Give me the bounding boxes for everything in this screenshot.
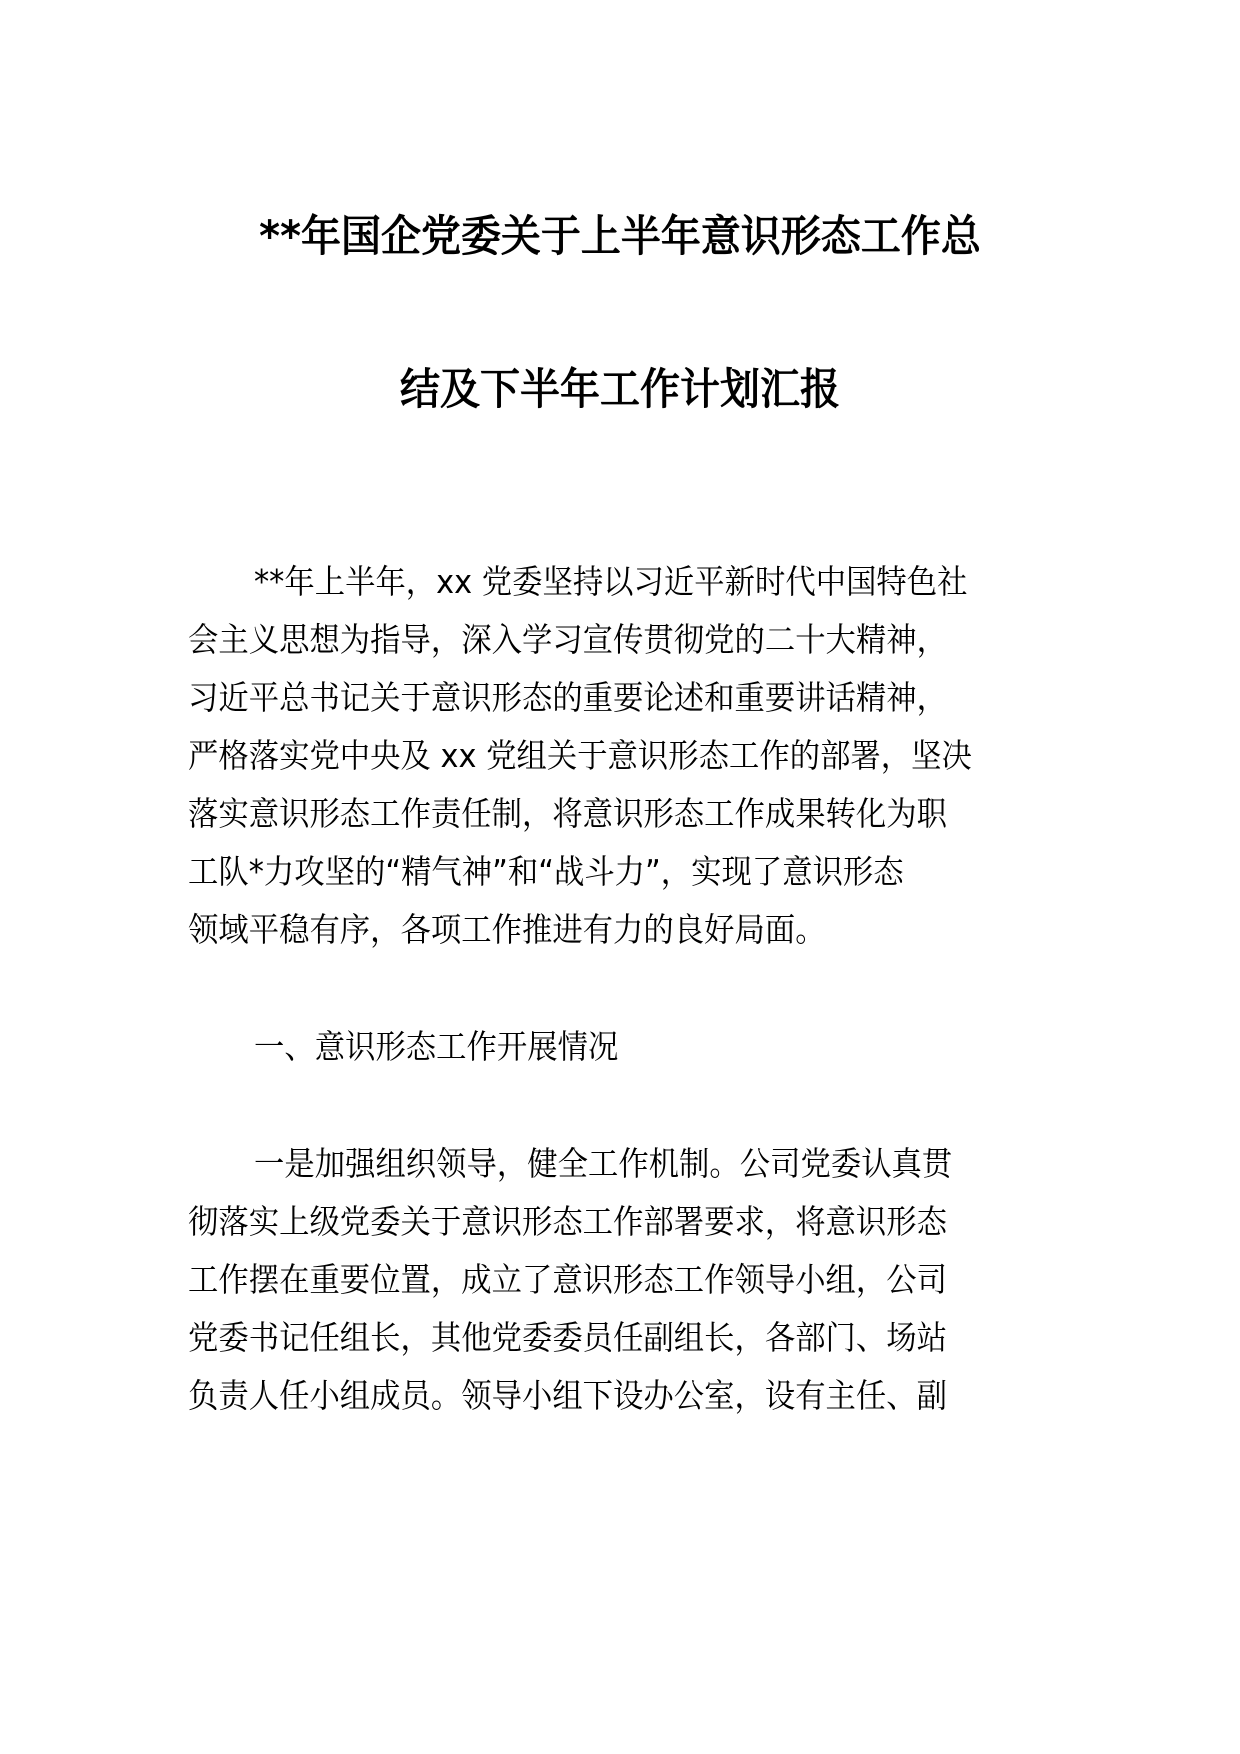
section-1-heading: 一、意识形态工作开展情况 (254, 1027, 619, 1066)
intro-line-4: 严格落实党中央及 xx 党组关于意识形态工作的部署，坚决 (188, 736, 972, 775)
intro-line-3: 习近平总书记关于意识形态的重要论述和重要讲话精神， (188, 678, 947, 717)
section-1-para-1-line-2: 彻落实上级党委关于意识形态工作部署要求，将意识形态 (188, 1202, 947, 1241)
section-1-para-1-line-3: 工作摆在重要位置，成立了意识形态工作领导小组，公司 (188, 1260, 947, 1299)
intro-line-1: **年上半年，xx 党委坚持以习近平新时代中国特色社 (254, 562, 968, 601)
intro-line-2: 会主义思想为指导，深入学习宣传贯彻党的二十大精神， (188, 620, 947, 659)
document-title-line-2: 结及下半年工作计划汇报 (400, 365, 840, 415)
intro-line-5: 落实意识形态工作责任制，将意识形态工作成果转化为职 (188, 794, 947, 833)
document-title-line-1: **年国企党委关于上半年意识形态工作总 (259, 212, 981, 262)
section-1-para-1-line-5: 负责人任小组成员。领导小组下设办公室，设有主任、副 (188, 1376, 947, 1415)
intro-line-7: 领域平稳有序，各项工作推进有力的良好局面。 (188, 910, 826, 949)
section-1-para-1-line-1: 一是加强组织领导，健全工作机制。公司党委认真贯 (254, 1144, 953, 1183)
intro-line-6: 工队*力攻坚的“精气神”和“战斗力”，实现了意识形态 (188, 852, 904, 891)
section-1-para-1-line-4: 党委书记任组长，其他党委委员任副组长，各部门、场站 (188, 1318, 947, 1357)
